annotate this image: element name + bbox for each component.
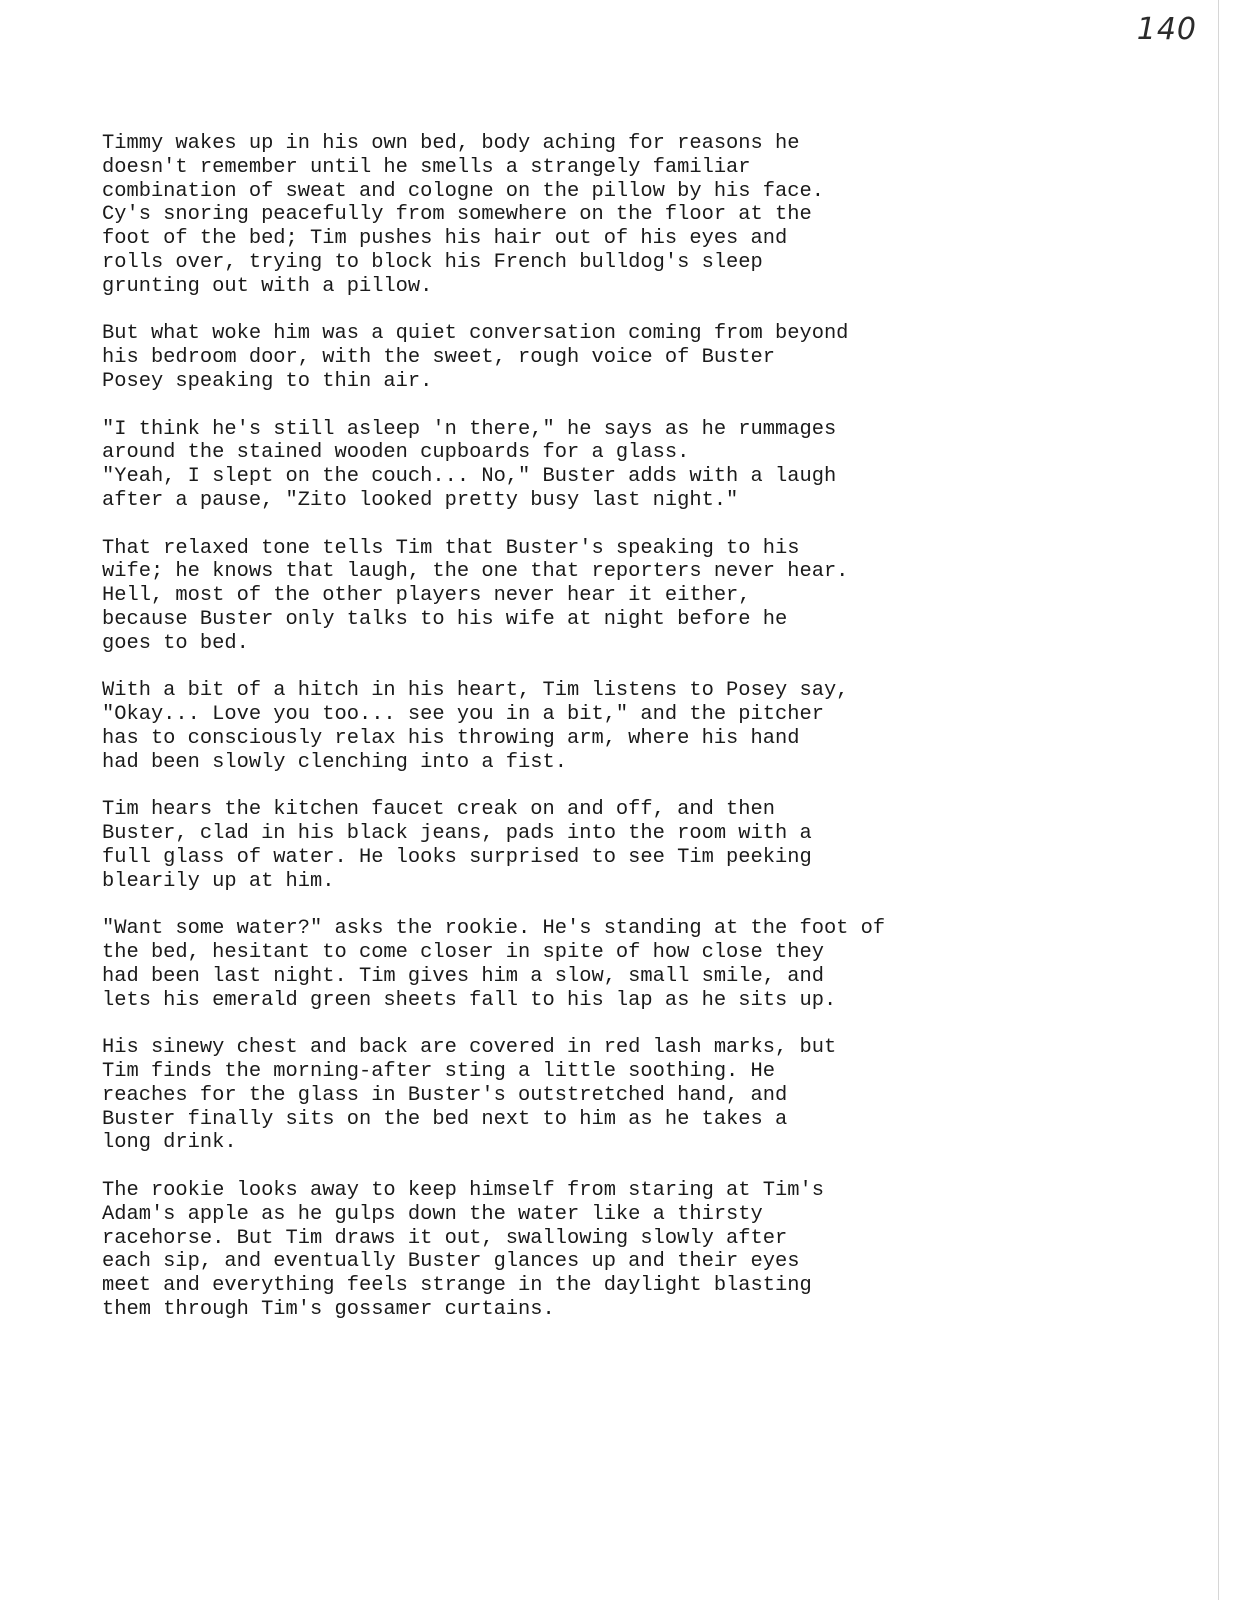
- paragraph: [102, 798, 1212, 893]
- paragraph: [102, 537, 1212, 656]
- text-line: after a pause, "Zito looked pretty busy last night.": [102, 488, 739, 512]
- text-line: has to consciously relax his throwing arm, where his hand: [102, 726, 800, 750]
- text-line: around the stained wooden cupboards for a glass.: [102, 441, 690, 465]
- paragraph: [102, 679, 1212, 774]
- text-line: Timmy wakes up in his own bed, body aching for reasons he: [102, 132, 800, 155]
- text-line: the bed, hesitant to come closer in spite of how close they: [102, 941, 824, 965]
- text-line: His sinewy chest and back are covered in red lash marks, but: [102, 1036, 837, 1060]
- text-line: Adam's apple as he gulps down the water like a thirsty: [102, 1202, 763, 1226]
- text-line: them through Tim's gossamer curtains.: [102, 1298, 555, 1322]
- text-line: long drink.: [102, 1131, 237, 1155]
- text-line: That relaxed tone tells Tim that Buster's speaking to his: [102, 536, 800, 560]
- text-line: Hell, most of the other players never hear it either,: [102, 584, 751, 608]
- text-line: because Buster only talks to his wife at night before he: [102, 607, 788, 631]
- paragraph: [102, 132, 1212, 299]
- text-line: foot of the bed; Tim pushes his hair out of his eyes and: [102, 227, 788, 251]
- text-line: reaches for the glass in Buster's outstretched hand, and: [102, 1083, 788, 1107]
- text-line: goes to bed.: [102, 631, 249, 655]
- text-line: each sip, and eventually Buster glances up and their eyes: [102, 1250, 800, 1274]
- scan-edge-line: [1218, 0, 1219, 1600]
- text-line: The rookie looks away to keep himself from staring at Tim's: [102, 1179, 824, 1203]
- text-line: combination of sweat and cologne on the pillow by his face.: [102, 179, 824, 203]
- body-text: [102, 132, 1212, 1346]
- text-line: rolls over, trying to block his French bulldog's sleep: [102, 250, 763, 274]
- text-line: But what woke him was a quiet conversation coming from beyond: [102, 322, 849, 346]
- text-line: had been slowly clenching into a fist.: [102, 750, 567, 774]
- text-line: lets his emerald green sheets fall to his lap as he sits up.: [102, 988, 837, 1012]
- page-number: 140: [1136, 12, 1197, 47]
- text-line: Posey speaking to thin air.: [102, 369, 433, 393]
- text-line: meet and everything feels strange in the daylight blasting: [102, 1274, 812, 1298]
- text-line: grunting out with a pillow.: [102, 274, 433, 298]
- text-line: racehorse. But Tim draws it out, swallowing slowly after: [102, 1226, 788, 1250]
- paragraph: [102, 917, 1212, 1012]
- text-line: full glass of water. He looks surprised to see Tim peeking: [102, 845, 812, 869]
- text-line: "Yeah, I slept on the couch... No," Buster adds with a laugh: [102, 465, 837, 489]
- text-line: "Okay... Love you too... see you in a bit," and the pitcher: [102, 703, 824, 727]
- text-line: blearily up at him.: [102, 869, 335, 893]
- paragraph: [102, 1179, 1212, 1322]
- text-line: doesn't remember until he smells a strangely familiar: [102, 155, 751, 179]
- text-line: had been last night. Tim gives him a slow, small smile, and: [102, 964, 824, 988]
- text-line: Tim hears the kitchen faucet creak on and off, and then: [102, 798, 776, 822]
- text-line: Buster finally sits on the bed next to him as he takes a: [102, 1107, 788, 1131]
- paragraph: [102, 322, 1212, 393]
- paragraph: [102, 1036, 1212, 1155]
- text-line: Cy's snoring peacefully from somewhere on the floor at the: [102, 203, 812, 227]
- text-line: "Want some water?" asks the rookie. He's standing at the foot of: [102, 917, 886, 941]
- paragraph: [102, 418, 1212, 513]
- text-line: "I think he's still asleep 'n there," he says as he rummages: [102, 417, 837, 441]
- text-line: Buster, clad in his black jeans, pads into the room with a: [102, 822, 812, 846]
- text-line: With a bit of a hitch in his heart, Tim listens to Posey say,: [102, 679, 849, 703]
- text-line: wife; he knows that laugh, the one that reporters never hear.: [102, 560, 849, 584]
- text-line: his bedroom door, with the sweet, rough voice of Buster: [102, 346, 776, 370]
- text-line: Tim finds the morning-after sting a little soothing. He: [102, 1060, 776, 1084]
